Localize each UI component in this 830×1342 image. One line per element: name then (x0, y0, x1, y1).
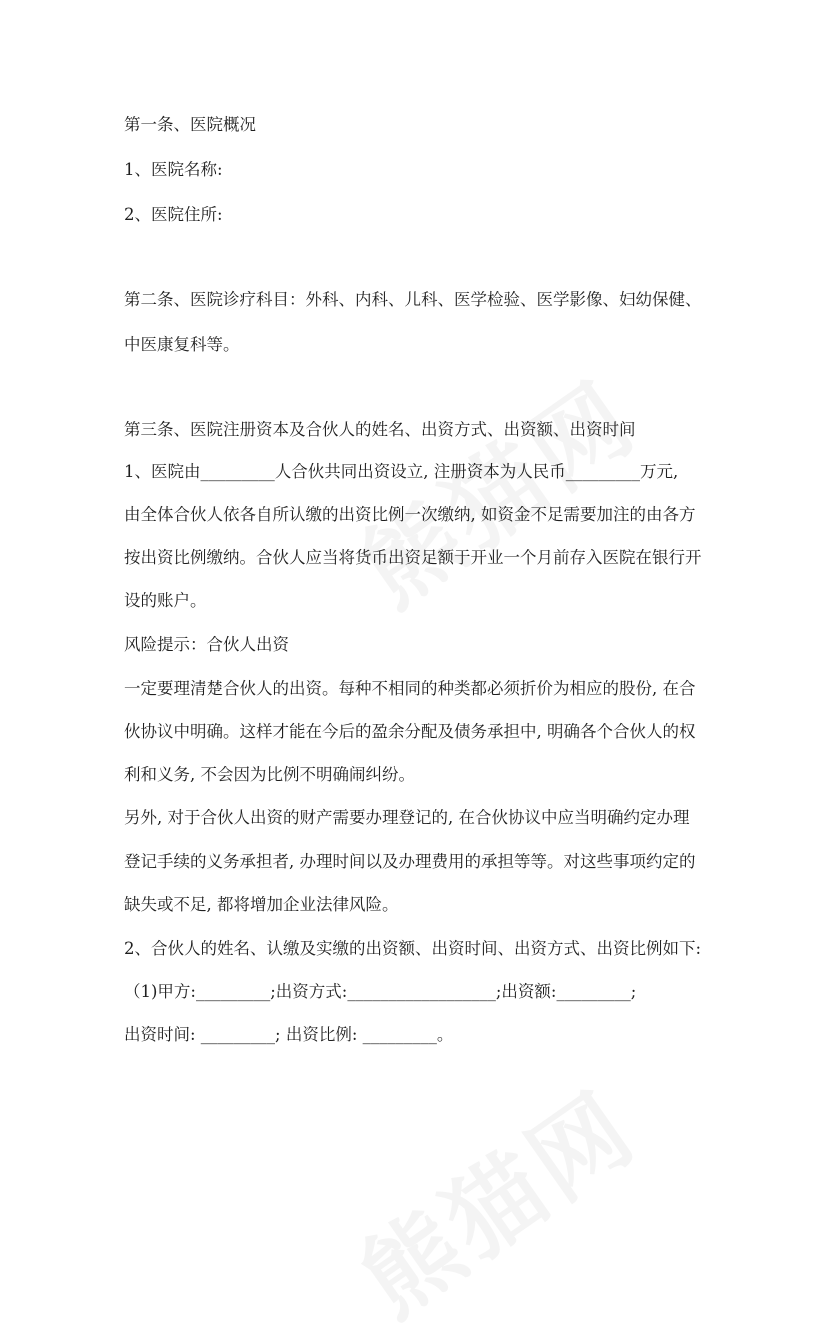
registration-line-2: 登记手续的义务承担者, 办理时间以及办理费用的承担等等。对这些事项约定的 (124, 852, 696, 871)
party-a-line-1: （1)甲方:_________;出资方式:__________________;出资额:_________; (124, 982, 637, 1001)
capital-line-3: 按出资比例缴纳。合伙人应当将货币出资足额于开业一个月前存入医院在银行开 (124, 548, 702, 567)
risk-tip-heading: 风险提示：合伙人出资 (124, 635, 289, 654)
risk-tip-line-2: 伙协议中明确。这样才能在今后的盈余分配及债务承担中, 明确各个合伙人的权 (124, 722, 696, 741)
registration-line-3: 缺失或不足, 都将增加企业法律风险。 (124, 895, 399, 914)
article-1-heading: 第一条、医院概况 (124, 115, 256, 134)
risk-tip-line-3: 利和义务, 不会因为比例不明确闹纠纷。 (124, 765, 415, 784)
capital-line-2: 由全体合伙人依各自所认缴的出资比例一次缴纳, 如资金不足需要加注的由各方 (124, 505, 696, 524)
hospital-address-line: 2、医院住所: (124, 205, 223, 224)
article-3-heading: 第三条、医院注册资本及合伙人的姓名、出资方式、出资额、出资时间 (124, 420, 636, 439)
party-a-line-2: 出资时间: _________; 出资比例: _________。 (124, 1025, 454, 1044)
article-2-line-2: 中医康复科等。 (124, 335, 240, 354)
registration-line-1: 另外, 对于合伙人出资的财产需要办理登记的, 在合伙协议中应当明确约定办理 (124, 808, 690, 827)
watermark-bottom (330, 1054, 659, 1342)
hospital-name-line: 1、医院名称: (124, 160, 223, 179)
article-2-line-1: 第二条、医院诊疗科目：外科、内科、儿科、医学检验、医学影像、妇幼保健、 (124, 290, 702, 309)
capital-line-1: 1、医院由_________人合伙共同出资设立, 注册资本为人民币_________万元, (124, 462, 679, 481)
risk-tip-line-1: 一定要理清楚合伙人的出资。每种不相同的种类都必须折价为相应的股份, 在合 (124, 679, 696, 698)
capital-line-4: 设的账户。 (124, 591, 207, 610)
partners-heading: 2、合伙人的姓名、认缴及实缴的出资额、出资时间、出资方式、出资比例如下: (124, 939, 702, 958)
